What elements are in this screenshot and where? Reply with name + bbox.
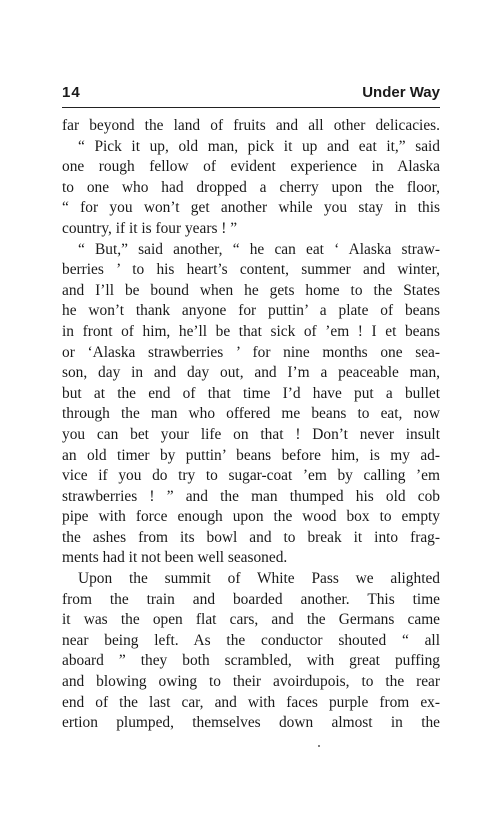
text-line: berries ’ to his heart’s content, summer and winter, bbox=[62, 261, 440, 279]
text-line: pipe with force enough upon the wood box to empty bbox=[62, 508, 440, 526]
text-line: strawberries ! ” and the man thumped his old cob bbox=[62, 487, 440, 505]
text-line: one rough fellow of evident experience in Alaska bbox=[62, 158, 440, 176]
text-line: “ But,” said another, “ he can eat ‘ Alaska straw- bbox=[78, 240, 440, 258]
text-line: far beyond the land of fruits and all other delicacies. bbox=[62, 117, 440, 134]
text-line: it was the open flat cars, and the Germans came bbox=[62, 611, 440, 629]
running-head: Under Way bbox=[362, 84, 440, 101]
text-line: or ‘Alaska strawberries ’ for nine months one sea- bbox=[62, 343, 440, 361]
print-speck bbox=[318, 745, 320, 747]
text-line: country, if it is four years ! ” bbox=[62, 219, 238, 237]
text-line: son, day in and day out, and I’m a peaceable man, bbox=[62, 364, 440, 382]
text-line: to one who had dropped a cherry upon the floor, bbox=[62, 178, 440, 196]
text-line: “ for you won’t get another while you stay in this bbox=[62, 199, 440, 217]
text-line: but at the end of that time I’d have put a bullet bbox=[62, 384, 440, 402]
text-line: through the man who offered me beans to eat, now bbox=[62, 405, 440, 423]
text-line: an old timer by puttin’ beans before him, is my ad- bbox=[62, 446, 440, 464]
text-line: you can bet your life on that ! Don’t never insult bbox=[62, 425, 440, 443]
text-line: he won’t thank anyone for puttin’ a plate of beans bbox=[62, 302, 440, 320]
text-line: and I’ll be bound when he gets home to the States bbox=[62, 281, 440, 299]
page-header bbox=[62, 84, 440, 106]
text-line: ertion plumped, themselves down almost in the bbox=[62, 714, 440, 732]
text-line: Upon the summit of White Pass we alighted bbox=[78, 570, 440, 588]
text-line: ments had it not been well seasoned. bbox=[62, 549, 288, 567]
text-line: near being left. As the conductor shouted “ all bbox=[62, 631, 440, 649]
header-rule bbox=[62, 107, 440, 108]
text-line: vice if you do try to sugar-coat ’em by calling ’em bbox=[62, 467, 440, 485]
text-line: the ashes from its bowl and to break it into frag- bbox=[62, 528, 440, 546]
text-line: end of the last car, and with faces purple from ex- bbox=[62, 693, 440, 711]
page-number: 14 bbox=[62, 84, 81, 101]
text-line: aboard ” they both scrambled, with great puffing bbox=[62, 652, 440, 670]
text-line: from the train and boarded another. This time bbox=[62, 590, 440, 608]
text-line: and blowing owing to their avoirdupois, to the rear bbox=[62, 673, 440, 691]
text-line: “ Pick it up, old man, pick it up and eat it,” said bbox=[78, 137, 440, 155]
body-text bbox=[62, 116, 440, 734]
text-line: in front of him, he’ll be that sick of ’em ! I et beans bbox=[62, 322, 440, 340]
